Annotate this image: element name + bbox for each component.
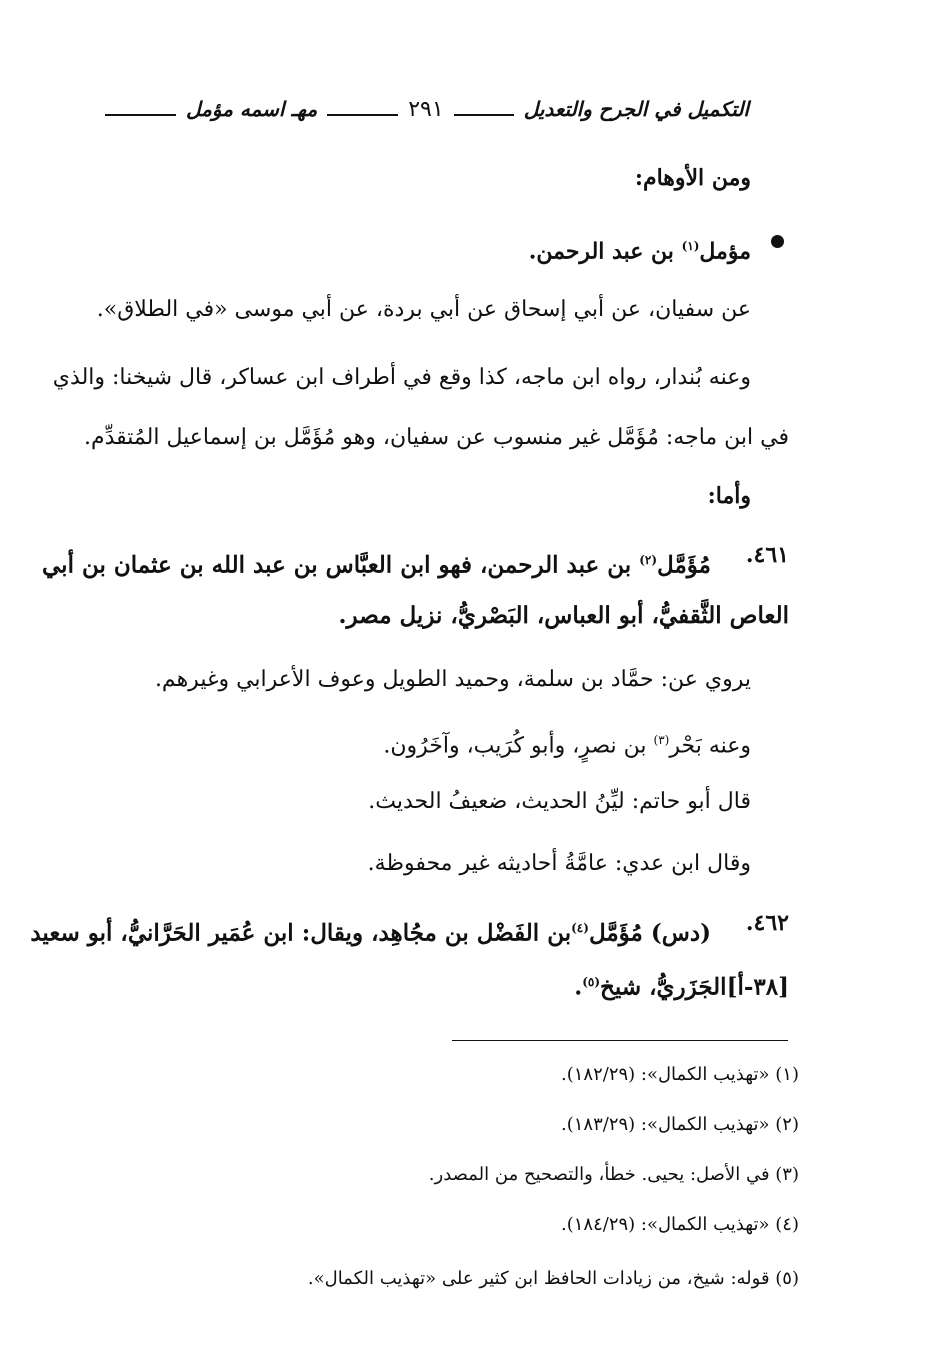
paragraph: وقال ابن عدي: عامَّةُ أحاديثه غير محفوظة.: [367, 851, 751, 876]
entry-sigla: (دس): [650, 919, 711, 947]
entry-heading-text: العاص الثَّقفيُّ، أبو العباس، البَصْريُّ، نزيل مصر.: [338, 602, 789, 629]
footnote-divider: [452, 1040, 788, 1041]
paragraph: وعنه بُندار، رواه ابن ماجه، كذا وقع في أطراف ابن عساكر، قال شيخنا: والذي: [52, 365, 751, 390]
entry-461-heading: [42, 542, 711, 584]
bullet-icon: [771, 235, 784, 248]
header-section: مهـ اسمه مؤمل: [186, 97, 318, 121]
running-header: [95, 92, 749, 126]
footnote-ref: (٣): [653, 733, 670, 747]
entry-heading-text: .: [574, 973, 583, 1001]
header-rule: [105, 102, 176, 116]
header-page-number: ٢٩١: [408, 96, 444, 122]
header-book-title: التكميل في الجرح والتعديل: [523, 97, 749, 121]
bullet-entry: [60, 228, 751, 269]
entry-name: مُؤَمَّل: [657, 551, 711, 579]
footnote-ref: (٥): [582, 975, 601, 989]
entry-heading-text: بن الفَضْل بن مجُاهِد، ويقال: ابن عُمَير الحَرَّانيُّ، أبو سعيد: [30, 919, 572, 947]
awham-heading: ومن الأوهام:: [634, 165, 751, 191]
entry-462-heading: [30, 910, 711, 952]
header-rule: [327, 102, 398, 116]
paragraph: في ابن ماجه: مُؤَمَّل غير منسوب عن سفيان، وهو مُؤَمَّل بن إسماعيل المُتقدِّم.: [84, 425, 789, 450]
entry-heading-text: [٣٨-أ]الجَزَريُّ، شيخ: [600, 973, 789, 1001]
paragraph: عن سفيان، عن أبي إسحاق عن أبي بردة، عن أبي موسى «في الطلاق».: [96, 297, 751, 322]
footnote-4: (٤) «تهذيب الكمال»: (١٨٤/٢٩).: [561, 1214, 799, 1235]
paragraph-text: وعنه بَحْر: [669, 733, 751, 759]
entry-heading-text: بن عبد الرحمن، فهو ابن العبَّاس بن عبد الله بن عثمان بن أبي: [42, 551, 632, 579]
footnote-ref: (٢): [639, 553, 658, 567]
amma-heading: وأما:: [707, 483, 751, 509]
paragraph: [60, 722, 751, 764]
header-rule: [454, 102, 514, 116]
footnote-2: (٢) «تهذيب الكمال»: (١٨٣/٢٩).: [561, 1114, 799, 1135]
bullet-entry-name: مؤمل: [699, 238, 751, 265]
footnote-ref: (١): [681, 239, 700, 253]
footnote-3: (٣) في الأصل: يحيى. خطأ، والتصحيح من المصدر.: [428, 1164, 799, 1185]
paragraph: يروي عن: حمَّاد بن سلمة، وحميد الطويل وعوف الأعرابي وغيرهم.: [154, 667, 751, 692]
entry-name: مُؤَمَّل: [588, 919, 643, 947]
entry-number: ٤٦٢.: [745, 910, 789, 936]
entry-heading-line: [60, 964, 789, 1006]
bullet-entry-rest: بن عبد الرحمن.: [528, 238, 674, 265]
entry-number: ٤٦١.: [745, 542, 789, 568]
footnote-5: (٥) قوله: شيخ، من زيادات الحافظ ابن كثير على «تهذيب الكمال».: [307, 1268, 799, 1289]
paragraph: قال أبو حاتم: ليِّنُ الحديث، ضعيفُ الحديث.: [368, 789, 751, 814]
footnote-1: (١) «تهذيب الكمال»: (١٨٢/٢٩).: [561, 1064, 799, 1085]
footnote-ref: (٤): [571, 921, 589, 935]
paragraph-text: بن نصرٍ، وأبو كُرَيب، وآخَرُون.: [383, 733, 647, 759]
